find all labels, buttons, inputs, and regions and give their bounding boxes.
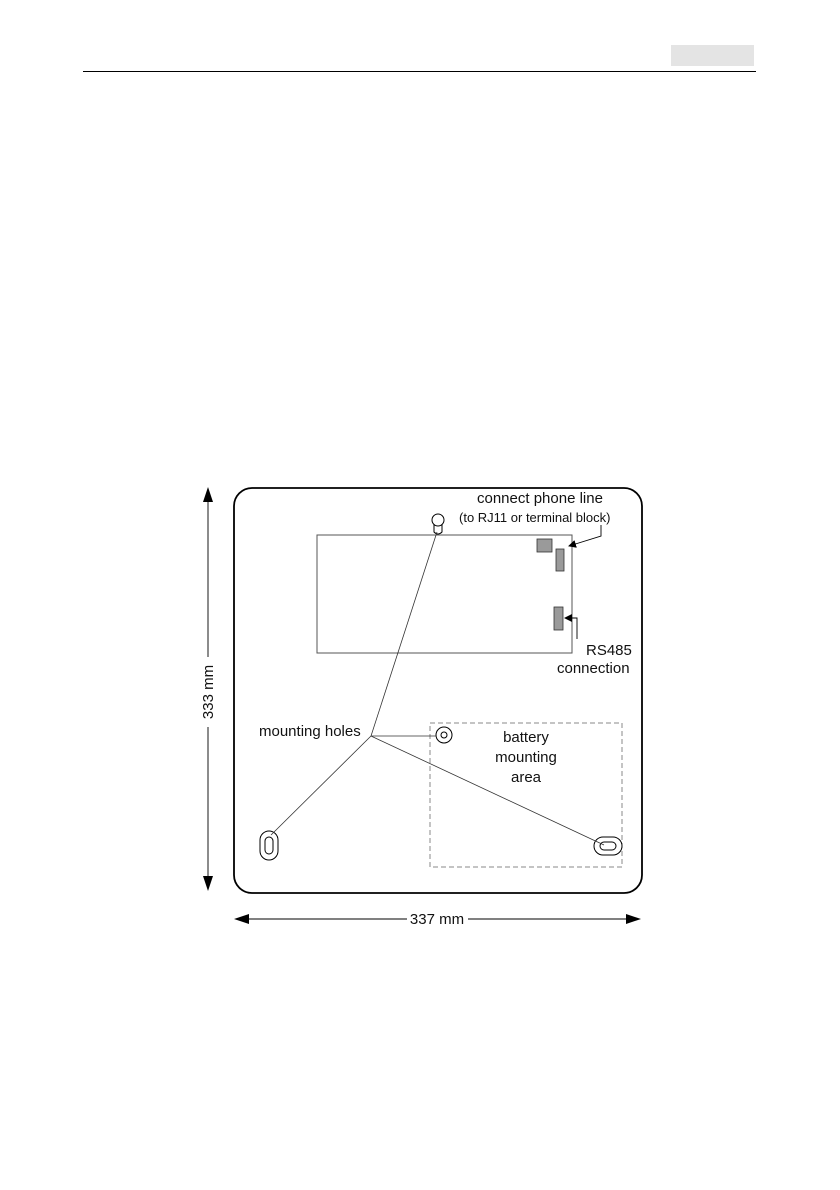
rj11-connector: [537, 539, 552, 552]
rs485-arrow: [565, 618, 577, 639]
width-dimension-label: 337 mm: [409, 911, 465, 928]
battery-label-line2: mounting: [495, 749, 557, 766]
enclosure-outline: [234, 488, 642, 893]
keyhole-mounting-hole: [432, 514, 444, 534]
connect-phone-line-label: connect phone line: [477, 490, 603, 507]
round-mounting-hole: [436, 727, 452, 743]
rs485-connection-label: connection: [557, 660, 630, 677]
circuit-board-outline: [317, 535, 572, 653]
left-slot-mounting-hole: [260, 831, 278, 860]
right-slot-mounting-hole: [594, 837, 622, 855]
terminal-block-connector: [556, 549, 564, 571]
rs485-label: RS485: [586, 642, 632, 659]
battery-label-line3: area: [510, 769, 542, 786]
height-dimension-label: 333 mm: [200, 664, 217, 720]
mounting-hole-leaders: [271, 532, 604, 845]
phone-line-arrow: [569, 525, 601, 546]
rs485-connector: [554, 607, 563, 630]
battery-label-line1: battery: [503, 729, 549, 746]
mounting-holes-label: mounting holes: [259, 723, 361, 740]
phone-line-note-label: (to RJ11 or terminal block): [459, 510, 611, 525]
